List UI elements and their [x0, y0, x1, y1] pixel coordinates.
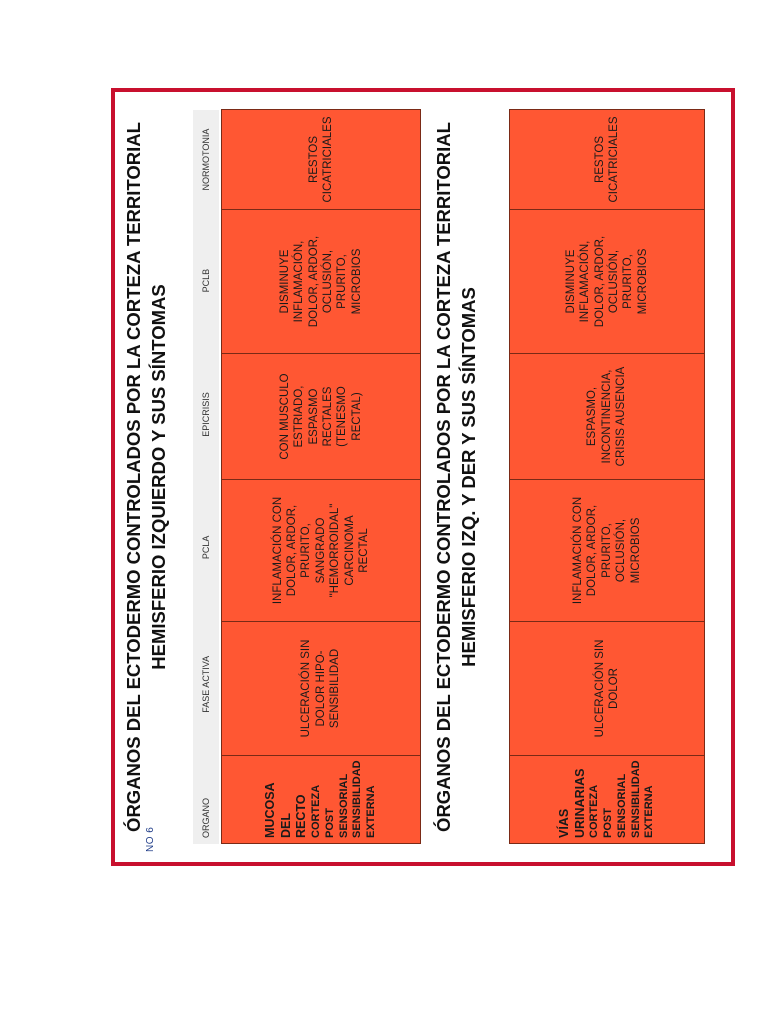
pclb-cell — [222, 210, 421, 354]
epicrisis-text: ESPASMO, INCONTINENCIA, CRISIS AUSENCIA — [586, 366, 628, 467]
section1-table — [221, 109, 421, 844]
organ-cortex: CORTEZA POST SENSORIAL SENSIBILIDAD EXTERNA — [310, 760, 378, 838]
epicrisis-cell — [510, 354, 705, 480]
section2-subtitle: HEMISFERIO IZQ. Y DER Y SUS SÍNTOMAS — [458, 287, 479, 667]
pclb-text: DISMINUYE INFLAMACIÓN, DOLOR, ARDOR, OCLUSIÓN, PRURITO, MICROBIOS — [278, 235, 363, 328]
header-fase-activa: FASE ACTIVA — [201, 655, 211, 713]
table-row — [510, 110, 705, 844]
fase-activa-cell — [222, 622, 421, 756]
fase-activa-text: ULCERACIÓN SIN DOLOR HIPO- SENSIBILIDAD — [300, 639, 342, 738]
section2-table — [509, 109, 705, 844]
document-frame — [111, 88, 735, 866]
rotated-page — [115, 92, 731, 862]
pcla-cell — [510, 480, 705, 622]
normotonia-cell — [510, 110, 705, 210]
section1-title: ÓRGANOS DEL ECTODERMO CONTROLADOS POR LA CORTEZA TERRITORIAL — [123, 122, 144, 832]
epicrisis-cell — [222, 354, 421, 480]
document-number: NO 6 — [145, 826, 156, 852]
organ-name: VÍAS URINARIAS — [557, 768, 587, 838]
normotonia-text: RESTOS CICATRICIALES — [593, 116, 620, 203]
normotonia-cell — [222, 110, 421, 210]
pcla-cell — [222, 480, 421, 622]
pclb-text: DISMINUYE INFLAMACIÓN, DOLOR, ARDOR, OCLUSIÓN, PRURITO, MICROBIOS — [564, 235, 649, 328]
header-organo: ORGANO — [201, 797, 211, 838]
organ-cortex: CORTEZA POST SENSORIAL SENSIBILIDAD EXTERNA — [588, 760, 656, 838]
pcla-text: INFLAMACIÓN CON DOLOR, ARDOR, PRURITO, SANGRADO "HEMORROIDAL" CARCINOMA RECTAL — [271, 496, 370, 605]
fase-activa-cell — [510, 622, 705, 756]
header-epicrisis: EPICRISIS — [201, 392, 211, 437]
normotonia-text: RESTOS CICATRICIALES — [307, 116, 334, 203]
table-header-row — [193, 110, 219, 844]
epicrisis-text: CON MUSCULO ESTRIADO, ESPASMO RECTALES (TENESMO RECTAL) — [278, 373, 363, 460]
header-pcla: PCLA — [201, 535, 211, 560]
pcla-text: INFLAMACIÓN CON DOLOR, ARDOR, PRURITO, OCLUSIÓN, MICROBIOS — [572, 496, 642, 605]
section1-subtitle: HEMISFERIO IZQUIERDO Y SUS SÍNTOMAS — [148, 284, 169, 670]
pclb-cell — [510, 210, 705, 354]
section2-title: ÓRGANOS DEL ECTODERMO CONTROLADOS POR LA CORTEZA TERRITORIAL — [433, 122, 454, 832]
table-row — [222, 110, 421, 844]
header-pclb: PCLB — [201, 268, 211, 293]
organ-name: MUCOSA DEL RECTO — [263, 782, 309, 838]
organ-cell — [222, 756, 421, 844]
fase-activa-text: ULCERACIÓN SIN DOLOR — [593, 639, 620, 738]
header-normotonia: NORMOTONIA — [201, 128, 211, 191]
organ-cell — [510, 756, 705, 844]
